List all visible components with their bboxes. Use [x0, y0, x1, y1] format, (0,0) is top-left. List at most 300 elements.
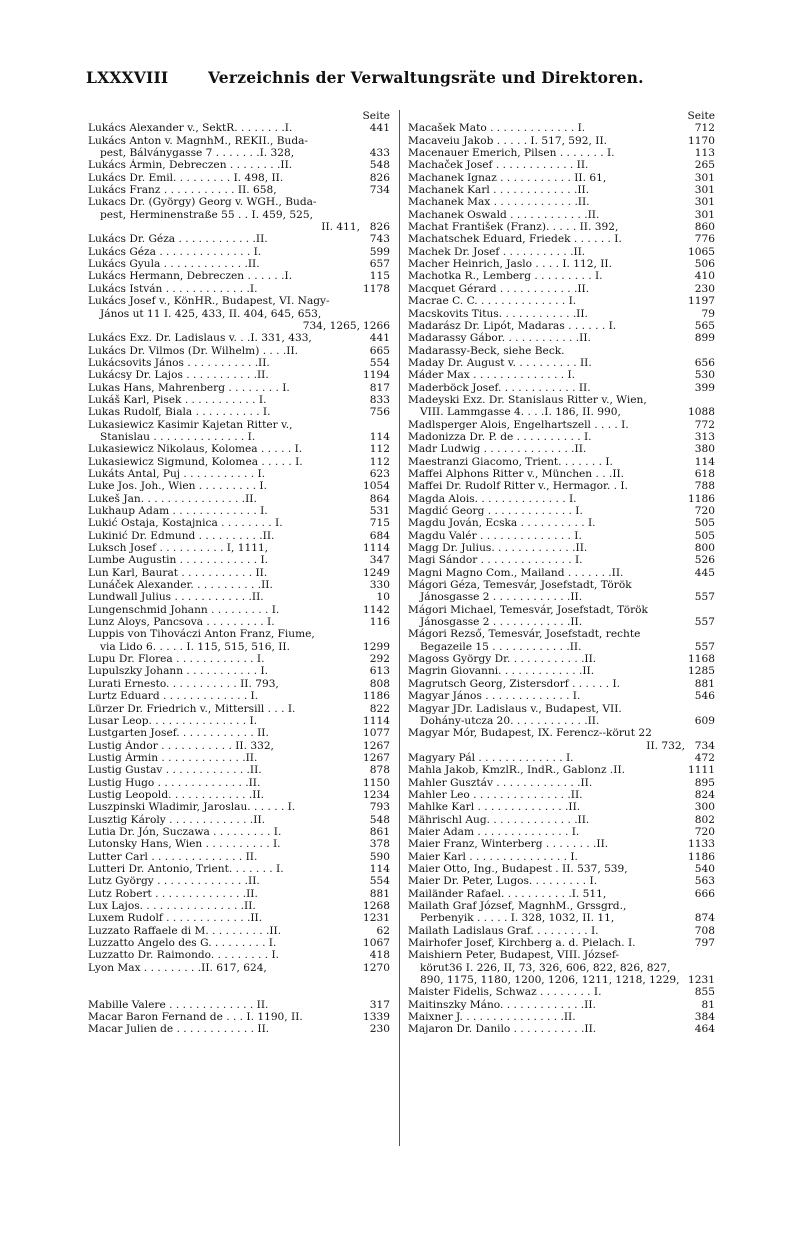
entry-text: via Lido 6. . . . . I. 115, 515, 516, II.: [100, 640, 290, 653]
entry-text: Maday Dr. August v. . . . . . . . . . II.: [408, 356, 592, 369]
entry-text: Magdu Jován, Ecska . . . . . . . . . . I.: [408, 517, 596, 530]
entry-text: Maier Karl . . . . . . . . . . . . . . . I.: [408, 850, 578, 863]
entry-line: [88, 394, 390, 406]
index-entry: [88, 517, 390, 529]
entry-line: [408, 1023, 715, 1035]
entry-line: [88, 357, 390, 369]
page-reference: 861: [369, 825, 390, 838]
index-entry: [408, 369, 715, 381]
entry-line: [88, 480, 390, 492]
page-reference: 418: [369, 949, 390, 962]
entry-text: Luksch Josef . . . . . . . . . . I, 1111,: [88, 542, 269, 555]
index-entry: [88, 456, 390, 468]
entry-text: Lukács Géza . . . . . . . . . . . . . . I.: [88, 245, 262, 258]
entry-line: [88, 740, 390, 752]
index-entry: [88, 579, 390, 591]
entry-line: [408, 888, 715, 900]
entry-text: pest, Herminenstraße 55 . . I. 459, 525,: [100, 208, 313, 221]
entry-line: [408, 320, 715, 332]
entry-text: Machat František (Franz). . . . . II. 392,: [408, 221, 619, 234]
index-entry: [88, 1023, 390, 1035]
index-entry: [88, 591, 390, 603]
index-entry: [408, 542, 715, 554]
entry-text: Jánosgasse 2 . . . . . . . . . . . .II.: [420, 616, 583, 629]
entry-line: [88, 715, 390, 727]
entry-line: [88, 369, 390, 381]
index-entry: [88, 196, 390, 233]
page-reference: 684: [369, 529, 390, 542]
page-reference: 554: [369, 875, 390, 888]
entry-text: Luzzatto Angelo des G. . . . . . . . . I.: [88, 937, 277, 950]
page-reference: 1231: [363, 912, 390, 925]
entry-line: [88, 196, 390, 208]
index-entry: [408, 777, 715, 789]
page-reference: 81: [701, 998, 715, 1011]
entry-line: [88, 727, 390, 739]
entry-line: [408, 579, 715, 591]
page-reference: 1111: [688, 764, 715, 777]
entry-line: [88, 653, 390, 665]
entry-text: Magda Alois. . . . . . . . . . . . . . I.: [408, 492, 577, 505]
entry-line: [88, 1011, 390, 1023]
index-entry: [408, 480, 715, 492]
entry-text: Machanek Karl . . . . . . . . . . . . .II.: [408, 184, 590, 197]
entry-text: Lutz György . . . . . . . . . . . . . .II.: [88, 875, 260, 888]
page-reference: 881: [369, 887, 390, 900]
page-reference: 441: [369, 122, 390, 135]
page-reference: 530: [694, 369, 715, 382]
page-reference: [685, 900, 715, 912]
entry-line: [408, 925, 715, 937]
page-reference: 623: [369, 467, 390, 480]
entry-line: [408, 900, 715, 912]
entry-text: Lustig Ármin . . . . . . . . . . . . .II.: [88, 751, 258, 764]
entry-text: Lyon Max . . . . . . . . .II. 617, 624,: [88, 961, 267, 974]
page-reference: 822: [369, 702, 390, 715]
entry-line: [408, 851, 715, 863]
page-reference: 1339: [363, 1011, 390, 1024]
entry-text: Begazeile 15 . . . . . . . . . . . .II.: [420, 640, 582, 653]
entry-line: [88, 159, 390, 171]
entry-text: Magyary Pál . . . . . . . . . . . . . I.: [408, 751, 574, 764]
entry-text: Maishiern Peter, Budapest, VIII. József-: [408, 949, 619, 962]
entry-text: körut36 I. 226, II, 73, 326, 606, 822, 826, 827,: [420, 961, 671, 974]
entry-text: Lungenschmid Johann . . . . . . . . . I.: [88, 603, 280, 616]
index-entry: [408, 159, 715, 171]
page-reference: 743: [369, 233, 390, 246]
page-reference: [685, 949, 715, 961]
index-entry: [88, 801, 390, 813]
entry-line: [408, 209, 715, 221]
entry-text: pest, Bálványgasse 7 . . . . . . .I. 328,: [100, 147, 295, 160]
entry-line: [408, 332, 715, 344]
index-entry: [408, 505, 715, 517]
page-reference: 824: [694, 788, 715, 801]
page-reference: 546: [694, 690, 715, 703]
index-entry: [408, 135, 715, 147]
page-reference: 1186: [363, 690, 390, 703]
entry-text: Lustig Hugo . . . . . . . . . . . . . .II.: [88, 776, 261, 789]
page-reference: 230: [369, 1023, 390, 1036]
entry-line: [88, 937, 390, 949]
entry-line: [88, 443, 390, 455]
index-entry: [88, 468, 390, 480]
index-column-left: [88, 110, 390, 1036]
page-reference: 1114: [363, 714, 390, 727]
entry-line: [408, 727, 715, 739]
page-reference: 10: [376, 591, 390, 604]
entry-text: Lutteri Dr. Antonio, Trient. . . . . . . I.: [88, 862, 284, 875]
page-reference: [360, 419, 390, 431]
entry-text: Lukács Dr. Emil. . . . . . . . . I. 498, II.: [88, 171, 284, 184]
page-reference: 563: [694, 875, 715, 888]
entry-text: Lukácsy Dr. Lajos . . . . . . . . . . .II.: [88, 369, 269, 382]
page-reference: 300: [694, 801, 715, 814]
entry-line: [88, 567, 390, 579]
index-entry: [88, 1011, 390, 1023]
page-reference: 292: [369, 653, 390, 666]
entry-line: [408, 196, 715, 208]
entry-text: Magrin Giovanni. . . . . . . . . . . . .II.: [408, 665, 595, 678]
page-reference: 656: [694, 356, 715, 369]
page-reference: 1267: [363, 739, 390, 752]
page-reference: 445: [694, 566, 715, 579]
entry-text: Lukinić Dr. Edmund . . . . . . . . . .II.: [88, 529, 275, 542]
entry-line: [408, 789, 715, 801]
index-entry: [408, 986, 715, 998]
index-entry: [408, 900, 715, 925]
entry-line: [88, 999, 390, 1011]
page-reference: 301: [694, 184, 715, 197]
page-reference: 715: [369, 517, 390, 530]
entry-text: Madeyski Exz. Dr. Stanislaus Ritter v., Wien,: [408, 393, 647, 406]
entry-line: [88, 517, 390, 529]
entry-line: [88, 270, 390, 282]
page-reference: 797: [694, 937, 715, 950]
entry-text: Lunáček Alexander. . . . . . . . . . .II.: [88, 579, 273, 592]
index-entry: [408, 752, 715, 764]
entry-line: [408, 690, 715, 702]
entry-line: [408, 283, 715, 295]
index-entry: [408, 246, 715, 258]
page-reference: 860: [694, 221, 715, 234]
entry-text: Maixner J. . . . . . . . . . . . . . . .II.: [408, 1011, 576, 1024]
entry-line: [408, 221, 715, 233]
page-reference: 378: [369, 838, 390, 851]
entry-line: [88, 826, 390, 838]
entry-text: Madarassy-Beck, siehe Beck.: [408, 344, 565, 357]
index-entry: [88, 604, 390, 616]
page-reference: 720: [694, 505, 715, 517]
page-reference: 301: [694, 196, 715, 209]
page-reference: 1178: [363, 282, 390, 295]
index-entry: [88, 863, 390, 875]
entry-line: [408, 838, 715, 850]
entry-text: Lutia Dr. Jón, Suczawa . . . . . . . . . I.: [88, 825, 282, 838]
index-entry: [408, 653, 715, 665]
page-reference: 1267: [363, 751, 390, 764]
entry-line: [88, 1023, 390, 1035]
entry-line: [88, 505, 390, 517]
entry-text: Lukács Exz. Dr. Ladislaus v. . .I. 331, 433,: [88, 332, 312, 345]
entry-line: [408, 591, 715, 603]
entry-text: Lukas Rudolf, Biala . . . . . . . . . . I.: [88, 406, 271, 419]
index-entry: [408, 789, 715, 801]
page-reference: 590: [369, 850, 390, 863]
entry-text: Lukács Alexander v., SektR. . . . . . . .I.: [88, 122, 293, 135]
page-reference: 734: [694, 739, 715, 752]
entry-line: [88, 332, 390, 344]
entry-line: [408, 295, 715, 307]
page-reference: 1114: [363, 542, 390, 555]
page-reference: 1266: [363, 319, 390, 332]
index-entry: [408, 382, 715, 394]
page-reference: 708: [694, 924, 715, 937]
index-entry: [408, 628, 715, 653]
entry-line: [88, 789, 390, 801]
entry-line: [408, 493, 715, 505]
page-reference: 666: [694, 887, 715, 900]
page-reference: 330: [369, 579, 390, 592]
index-column-right: [408, 110, 715, 1036]
entry-line: [88, 135, 390, 147]
page-reference: 554: [369, 356, 390, 369]
spacer: [88, 986, 390, 998]
index-entry: [408, 443, 715, 455]
entry-text: Lukács Gyula . . . . . . . . . . . . .II.: [88, 258, 260, 271]
entry-text: Mairhofer Josef, Kirchberg a. d. Pielach. I.: [408, 937, 636, 950]
entry-text: Lukas Hans, Mahrenberg . . . . . . . . I.: [88, 381, 290, 394]
index-entry: [408, 665, 715, 677]
entry-line: [88, 641, 390, 653]
entry-text: Lukács Josef v., KönHR., Budapest, VI. Nagy-: [88, 295, 330, 308]
page-reference: 1142: [363, 603, 390, 616]
entry-text: Mailath Ladislaus Graf. . . . . . . . . I.: [408, 924, 599, 937]
entry-text: Lun Karl, Baurat . . . . . . . . . . . II.: [88, 566, 268, 579]
index-entry: [88, 875, 390, 887]
entry-line: [88, 122, 390, 134]
entry-line: [88, 345, 390, 357]
index-entry: [88, 406, 390, 418]
entry-line: [408, 505, 715, 517]
entry-text: Lustgarten Josef. . . . . . . . . . . . II.: [88, 727, 269, 740]
entry-line: [88, 616, 390, 628]
entry-line: [88, 900, 390, 912]
entry-text: Machaček Josef . . . . . . . . . . . . II.: [408, 159, 589, 172]
page-reference: 1268: [363, 900, 390, 912]
entry-line: [408, 616, 715, 628]
page-reference: [685, 604, 715, 616]
index-entry: [408, 172, 715, 184]
page-reference: 772: [694, 418, 715, 431]
entry-line: [88, 382, 390, 394]
index-entry: [88, 345, 390, 357]
entry-text: Maitinszky Máno. . . . . . . . . . . . .II.: [408, 998, 596, 1011]
entry-text: Mabille Valere . . . . . . . . . . . . . II.: [88, 998, 269, 1011]
page-reference: 1231: [688, 974, 715, 987]
entry-text: Macar Baron Fernand de . . . I. 1190, II.: [88, 1011, 303, 1024]
index-entry: [88, 752, 390, 764]
page-reference: 808: [369, 677, 390, 690]
entry-text: Lurati Ernesto. . . . . . . . . . . II. 793,: [88, 677, 279, 690]
entry-line: [88, 752, 390, 764]
page-reference: [685, 703, 715, 715]
index-entry: [408, 826, 715, 838]
entry-line: [408, 604, 715, 616]
index-entry: [408, 270, 715, 282]
page-reference: [360, 135, 390, 147]
page-reference: [685, 579, 715, 591]
page-reference: [360, 209, 390, 221]
entry-text: Machatschek Eduard, Friedek . . . . . . I.: [408, 233, 622, 246]
entry-line: [408, 628, 715, 640]
index-entry: [88, 912, 390, 924]
entry-line: [408, 715, 715, 727]
entry-text: Lupulszky Johann . . . . . . . . . . . I.: [88, 665, 269, 678]
entry-line: [408, 233, 715, 245]
page-reference: 881: [694, 677, 715, 690]
entry-line: [88, 530, 390, 542]
entry-line: [88, 295, 390, 307]
entry-line: [88, 875, 390, 887]
index-entry: [88, 567, 390, 579]
index-entry: [408, 851, 715, 863]
index-entry: [88, 777, 390, 789]
entry-line: [408, 974, 715, 986]
index-entry: [88, 332, 390, 344]
index-entry: [408, 419, 715, 431]
index-entry: [88, 122, 390, 134]
index-entry: [88, 505, 390, 517]
page-reference: 855: [694, 986, 715, 999]
page-reference: 657: [369, 258, 390, 271]
entry-line: [408, 986, 715, 998]
entry-text: 734, 1265,: [302, 319, 360, 332]
page-reference: 800: [694, 542, 715, 555]
entry-line: [408, 172, 715, 184]
entry-line: [88, 554, 390, 566]
entry-text: Macar Julien de . . . . . . . . . . . . II.: [88, 1023, 270, 1036]
entry-text: Lupu Dr. Florea . . . . . . . . . . . . I.: [88, 653, 265, 666]
entry-text: Máder Max . . . . . . . . . . . . . . I.: [408, 369, 575, 382]
page-reference: 265: [694, 159, 715, 172]
index-entry: [408, 468, 715, 480]
index-entry: [88, 962, 390, 974]
entry-text: Lukáš Karl, Pisek . . . . . . . . . . . I.: [88, 393, 267, 406]
index-entry: [88, 159, 390, 171]
entry-text: Stanislau . . . . . . . . . . . . . . I.: [100, 430, 256, 443]
entry-line: [88, 962, 390, 974]
page-reference: 464: [694, 1023, 715, 1036]
entry-text: II. 411,: [321, 221, 360, 234]
index-entry: [88, 283, 390, 295]
entry-text: Macher Heinrich, Jaslo . . . . I. 112, II.: [408, 258, 612, 271]
entry-line: [408, 345, 715, 357]
entry-text: Macskovits Titus. . . . . . . . . . . .II.: [408, 307, 588, 320]
page-reference: [685, 628, 715, 640]
entry-text: Maier Adam . . . . . . . . . . . . . . I.: [408, 825, 580, 838]
entry-text: Machek Dr. Josef . . . . . . . . . . .II.: [408, 245, 586, 258]
page-reference: 557: [694, 640, 715, 653]
entry-text: Machanek Ignaz . . . . . . . . . . . II. 61,: [408, 171, 607, 184]
page-reference: [685, 394, 715, 406]
entry-line: [88, 406, 390, 418]
page-reference: 301: [694, 208, 715, 221]
entry-line: [88, 308, 390, 320]
entry-text: Lusar Leop. . . . . . . . . . . . . . . I.: [88, 714, 258, 727]
page-reference: 565: [694, 319, 715, 332]
index-entry: [408, 493, 715, 505]
page-reference: 720: [694, 825, 715, 838]
index-entry: [408, 295, 715, 307]
index-entry: [88, 419, 390, 444]
entry-text: Mahler Leo . . . . . . . . . . . . . . .II.: [408, 788, 583, 801]
entry-line: [408, 801, 715, 813]
index-entry: [88, 270, 390, 282]
page-reference: 113: [694, 147, 715, 160]
page-reference: [685, 727, 715, 739]
entry-line: [88, 703, 390, 715]
page-reference: [360, 308, 390, 320]
page-reference: 112: [369, 455, 390, 468]
page-reference: 756: [369, 406, 390, 419]
entry-text: Mágori Géza, Temesvár, Josefstadt, Török: [408, 579, 632, 592]
page-reference: 776: [694, 233, 715, 246]
entry-text: II. 732,: [646, 739, 685, 752]
index-entry: [408, 925, 715, 937]
entry-line: [408, 703, 715, 715]
entry-line: [88, 814, 390, 826]
index-entry: [408, 517, 715, 529]
entry-text: Maier Franz, Winterberg . . . . . . . .II.: [408, 838, 609, 851]
page-reference: 526: [694, 554, 715, 567]
entry-line: [88, 456, 390, 468]
page-reference: 380: [694, 443, 715, 456]
entry-line: [88, 172, 390, 184]
page-reference: 62: [376, 924, 390, 937]
page-reference: 313: [694, 430, 715, 443]
entry-line: [88, 863, 390, 875]
page-reference: 1150: [363, 776, 390, 789]
entry-line: [88, 184, 390, 196]
index-entry: [88, 135, 390, 160]
entry-line: [408, 542, 715, 554]
page-reference: 665: [369, 344, 390, 357]
page-reference: 793: [369, 801, 390, 814]
entry-line: [88, 912, 390, 924]
index-entry: [88, 826, 390, 838]
column-heading: Seite: [687, 110, 715, 122]
index-entry: [88, 838, 390, 850]
index-entry: [408, 875, 715, 887]
index-entry: [408, 320, 715, 332]
entry-text: Luzzato Raffaele di M. . . . . . . . . .II.: [88, 924, 282, 937]
index-entry: [88, 480, 390, 492]
entry-line: [88, 431, 390, 443]
entry-text: Lutonsky Hans, Wien . . . . . . . . . . I.: [88, 838, 281, 851]
entry-line: [88, 777, 390, 789]
page-reference: 712: [694, 122, 715, 135]
entry-text: Dohány-utcza 20. . . . . . . . . . . .II.: [420, 714, 600, 727]
entry-line: [88, 468, 390, 480]
page-reference: 1234: [363, 788, 390, 801]
entry-text: Magi Sándor . . . . . . . . . . . . . . I.: [408, 554, 583, 567]
entry-text: Lukács Anton v. MagnhM., REKII., Buda-: [88, 134, 309, 147]
page-reference: 79: [701, 307, 715, 320]
index-entry: [88, 949, 390, 961]
entry-line: [88, 579, 390, 591]
page-reference: 112: [369, 443, 390, 456]
